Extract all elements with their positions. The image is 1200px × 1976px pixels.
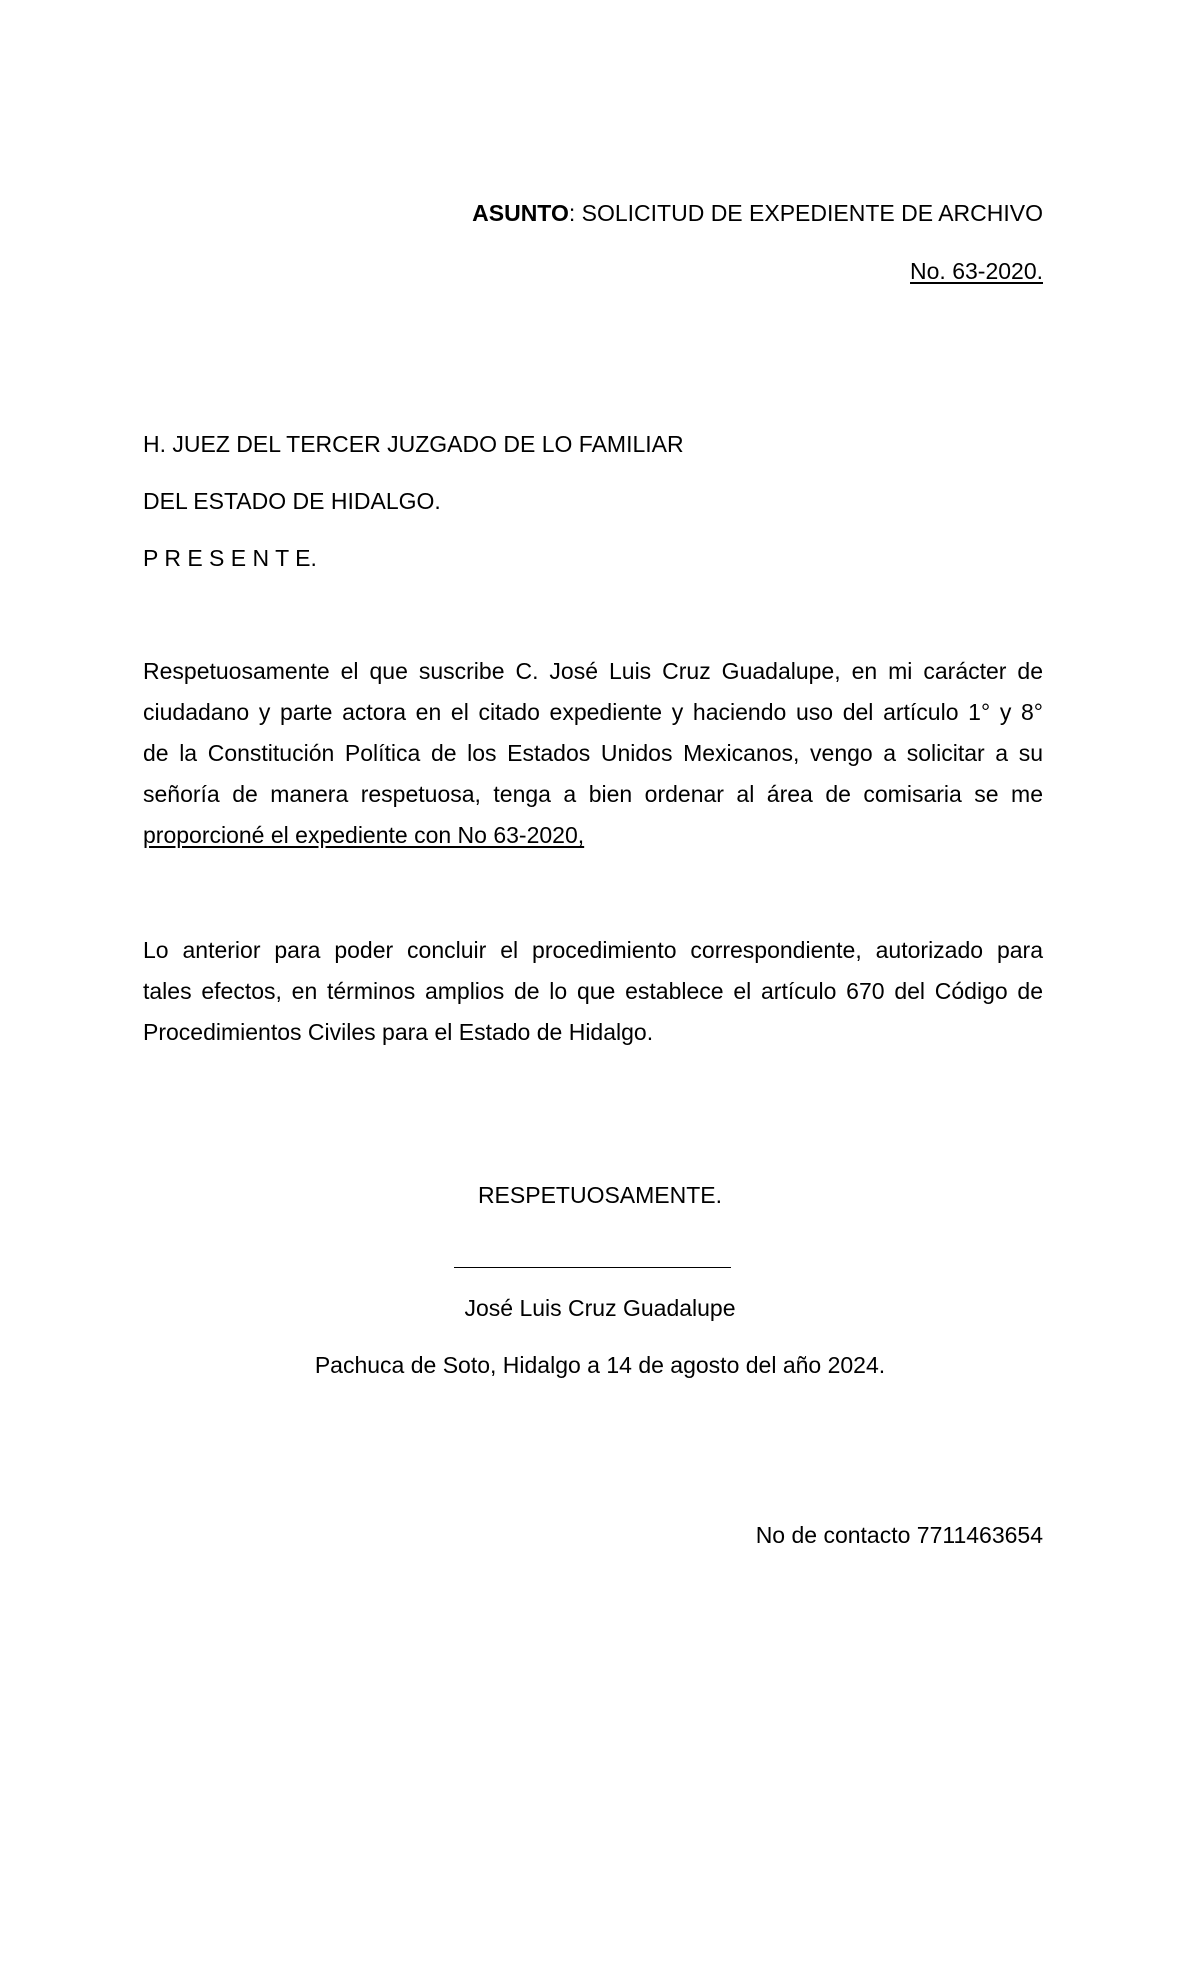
paragraph-2-row: Lo anterior para poder concluir el procedimiento correspondiente, autorizado para xyxy=(143,937,1043,963)
signature-line xyxy=(454,1267,731,1268)
body-paragraph-1 xyxy=(143,651,1043,856)
paragraph-1-row: ciudadano y parte actora en el citado expediente y haciendo uso del artículo 1° y 8° xyxy=(143,699,1043,725)
paragraph-1-row: de la Constitución Política de los Estados Unidos Mexicanos, vengo a solicitar a su xyxy=(143,740,1043,766)
contact-number: No de contacto 7711463654 xyxy=(755,1522,1043,1548)
signer-name: José Luis Cruz Guadalupe xyxy=(464,1295,736,1321)
place-and-date: Pachuca de Soto, Hidalgo a 14 de agosto del año 2024. xyxy=(314,1352,886,1378)
subject-label: ASUNTO xyxy=(472,200,569,226)
subject-line xyxy=(472,199,1043,227)
paragraph-1-row: Respetuosamente el que suscribe C. José Luis Cruz Guadalupe, en mi carácter de xyxy=(143,658,1043,684)
expediente-number: No. 63-2020. xyxy=(910,258,1043,284)
paragraph-2-row: Procedimientos Civiles para el Estado de Hidalgo. xyxy=(143,1019,654,1045)
paragraph-1-row-underlined: proporcioné el expediente con No 63-2020, xyxy=(143,822,585,848)
recipient-line-1: H. JUEZ DEL TERCER JUZGADO DE LO FAMILIAR xyxy=(143,431,684,457)
subject-text: : SOLICITUD DE EXPEDIENTE DE ARCHIVO xyxy=(568,200,1043,226)
paragraph-1-row: señoría de manera respetuosa, tenga a bien ordenar al área de comisaria se me xyxy=(143,781,1043,807)
recipient-line-3: P R E S E N T E. xyxy=(143,545,317,571)
recipient-line-2: DEL ESTADO DE HIDALGO. xyxy=(143,488,441,514)
body-paragraph-2 xyxy=(143,930,1043,1053)
paragraph-2-row: tales efectos, en términos amplios de lo que establece el artículo 670 del Código de xyxy=(143,978,1043,1004)
closing-salutation: RESPETUOSAMENTE. xyxy=(477,1182,723,1208)
